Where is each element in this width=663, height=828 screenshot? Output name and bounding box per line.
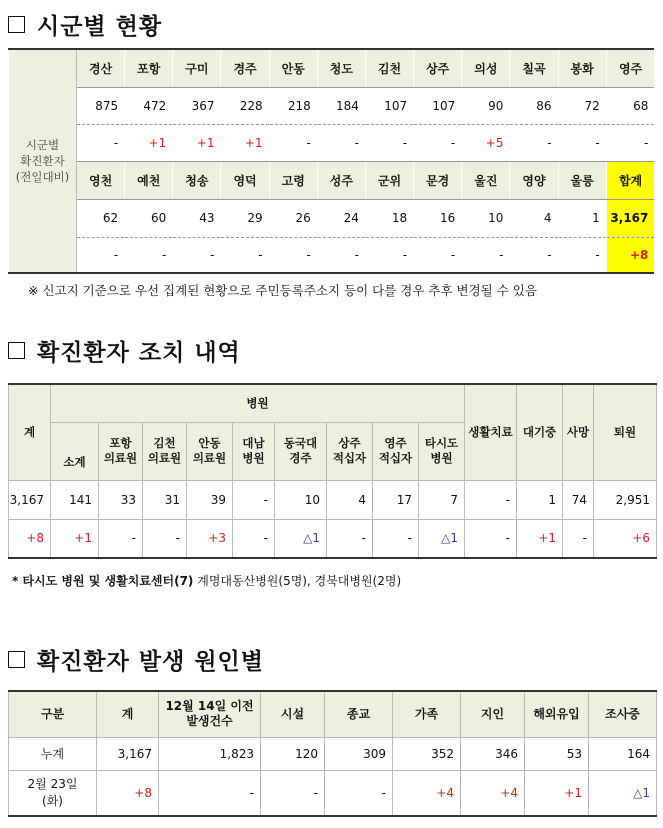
cause-value: 3,167 bbox=[97, 737, 159, 770]
region-name: 성주 bbox=[317, 161, 365, 199]
patient-measures-table bbox=[8, 383, 657, 559]
checkbox-bullet-icon bbox=[8, 342, 25, 359]
region-total: 62 bbox=[77, 199, 125, 237]
region-name: 봉화 bbox=[558, 49, 606, 87]
cause-table bbox=[8, 690, 657, 817]
header-hospital-sub: 포항 의료원 bbox=[99, 422, 143, 480]
cause-change: +4 bbox=[393, 770, 461, 816]
header-hospital-sub: 타시도 병원 bbox=[419, 422, 465, 480]
region-total: 1 bbox=[558, 199, 606, 237]
region-total: 218 bbox=[269, 87, 317, 124]
region-name: 군위 bbox=[365, 161, 413, 199]
region-total: 18 bbox=[365, 199, 413, 237]
region-name: 청송 bbox=[173, 161, 221, 199]
region-name: 문경 bbox=[414, 161, 462, 199]
region-total: 16 bbox=[414, 199, 462, 237]
cause-row-label: 누계 bbox=[9, 737, 97, 770]
region-name: 경주 bbox=[221, 49, 269, 87]
region-change: - bbox=[317, 124, 365, 161]
measure-change: - bbox=[143, 519, 187, 558]
cause-value: 1,823 bbox=[159, 737, 261, 770]
grand-total-change: +8 bbox=[606, 237, 654, 273]
measure-value: 74 bbox=[563, 480, 594, 519]
row-label-line: 시군별 bbox=[25, 138, 60, 152]
region-name: 경산 bbox=[77, 49, 125, 87]
region-name: 구미 bbox=[173, 49, 221, 87]
region-total: 43 bbox=[173, 199, 221, 237]
footnote-rest: 계명대동산병원(5명), 경북대병원(2명) bbox=[193, 574, 402, 588]
region-name: 울릉 bbox=[558, 161, 606, 199]
footnote-bold: * 타시도 병원 및 생활치료센터(7) bbox=[12, 574, 194, 588]
total-name: 합계 bbox=[606, 161, 654, 199]
region-total: 29 bbox=[221, 199, 269, 237]
measures-footnote bbox=[12, 572, 401, 589]
header-hospital-sub: 동국대 경주 bbox=[275, 422, 327, 480]
region-name: 포항 bbox=[125, 49, 173, 87]
measure-change: △1 bbox=[419, 519, 465, 558]
cause-header: 가족 bbox=[393, 691, 461, 737]
cause-value: 53 bbox=[525, 737, 589, 770]
region-total: 68 bbox=[606, 87, 654, 124]
measure-value: - bbox=[465, 480, 517, 519]
region-total: 367 bbox=[173, 87, 221, 124]
header-hospital: 병원 bbox=[51, 384, 465, 422]
region-total: 60 bbox=[125, 199, 173, 237]
region-total: 107 bbox=[414, 87, 462, 124]
measure-value: 3,167 bbox=[9, 480, 51, 519]
region-change: - bbox=[510, 237, 558, 273]
measure-change: +1 bbox=[51, 519, 99, 558]
region-change: - bbox=[269, 124, 317, 161]
measure-change: - bbox=[233, 519, 275, 558]
region-change: - bbox=[269, 237, 317, 273]
region-change: - bbox=[606, 124, 654, 161]
measure-value: - bbox=[233, 480, 275, 519]
region-total: 472 bbox=[125, 87, 173, 124]
region-change: - bbox=[77, 124, 125, 161]
measure-value: 39 bbox=[187, 480, 233, 519]
region-change: - bbox=[125, 237, 173, 273]
cause-change: +4 bbox=[461, 770, 525, 816]
region-name: 영양 bbox=[510, 161, 558, 199]
region-change: - bbox=[365, 237, 413, 273]
measure-change: - bbox=[465, 519, 517, 558]
region-total: 24 bbox=[317, 199, 365, 237]
region-name: 영주 bbox=[606, 49, 654, 87]
region-name: 김천 bbox=[365, 49, 413, 87]
measure-value: 4 bbox=[327, 480, 373, 519]
header-hospital-sub: 대남 병원 bbox=[233, 422, 275, 480]
cause-header: 구분 bbox=[9, 691, 97, 737]
cause-header: 지인 bbox=[461, 691, 525, 737]
measure-value: 10 bbox=[275, 480, 327, 519]
region-name: 안동 bbox=[269, 49, 317, 87]
header-living-treatment: 생활치료 bbox=[465, 384, 517, 480]
region-change: - bbox=[462, 237, 510, 273]
header-total: 계 bbox=[9, 384, 51, 480]
region-name: 예천 bbox=[125, 161, 173, 199]
cause-header: 종교 bbox=[325, 691, 393, 737]
region-name: 영천 bbox=[77, 161, 125, 199]
region-total: 107 bbox=[365, 87, 413, 124]
section-title-text: 확진환자 조치 내역 bbox=[37, 340, 241, 366]
region-footnote: ※ 신고지 기준으로 우선 집계된 현황으로 주민등록주소지 등이 다를 경우 추후 변경될 수 있음 bbox=[28, 283, 537, 298]
region-change: +1 bbox=[125, 124, 173, 161]
header-hospital-sub: 상주 적십자 bbox=[327, 422, 373, 480]
cause-row-label: 2월 23일 (화) bbox=[9, 770, 97, 816]
cause-change: - bbox=[261, 770, 325, 816]
region-name: 청도 bbox=[317, 49, 365, 87]
measure-change: - bbox=[99, 519, 143, 558]
region-name: 상주 bbox=[414, 49, 462, 87]
measure-value: 141 bbox=[51, 480, 99, 519]
cause-change: △1 bbox=[589, 770, 657, 816]
measure-change: - bbox=[327, 519, 373, 558]
region-change: - bbox=[414, 124, 462, 161]
measure-value: 2,951 bbox=[594, 480, 657, 519]
cause-change: - bbox=[159, 770, 261, 816]
cause-change: +1 bbox=[525, 770, 589, 816]
region-total: 90 bbox=[462, 87, 510, 124]
section-title-by-region bbox=[8, 8, 162, 41]
row-label-cell bbox=[9, 49, 77, 273]
checkbox-bullet-icon bbox=[8, 651, 25, 668]
region-name: 칠곡 bbox=[510, 49, 558, 87]
region-total: 4 bbox=[510, 199, 558, 237]
region-change: - bbox=[173, 237, 221, 273]
cause-value: 346 bbox=[461, 737, 525, 770]
cause-value: 352 bbox=[393, 737, 461, 770]
grand-total: 3,167 bbox=[606, 199, 654, 237]
region-change: - bbox=[510, 124, 558, 161]
region-name: 의성 bbox=[462, 49, 510, 87]
region-change: +1 bbox=[173, 124, 221, 161]
region-change: +1 bbox=[221, 124, 269, 161]
region-change: - bbox=[317, 237, 365, 273]
header-discharge: 퇴원 bbox=[594, 384, 657, 480]
header-death: 사망 bbox=[563, 384, 594, 480]
measure-change: +6 bbox=[594, 519, 657, 558]
measure-change: +8 bbox=[9, 519, 51, 558]
measure-value: 31 bbox=[143, 480, 187, 519]
header-waiting: 대기중 bbox=[517, 384, 563, 480]
measure-value: 1 bbox=[517, 480, 563, 519]
checkbox-bullet-icon bbox=[8, 16, 25, 33]
section-title-by-cause bbox=[8, 643, 264, 676]
cause-header: 해외유입 bbox=[525, 691, 589, 737]
region-name: 울진 bbox=[462, 161, 510, 199]
region-total: 26 bbox=[269, 199, 317, 237]
measure-change: - bbox=[563, 519, 594, 558]
row-label-line: 확진환자 bbox=[20, 154, 65, 168]
region-status-table bbox=[8, 48, 654, 274]
measure-change: +1 bbox=[517, 519, 563, 558]
region-total: 875 bbox=[77, 87, 125, 124]
measure-value: 17 bbox=[373, 480, 419, 519]
region-change: +5 bbox=[462, 124, 510, 161]
measure-change: +3 bbox=[187, 519, 233, 558]
region-change: - bbox=[221, 237, 269, 273]
cause-value: 309 bbox=[325, 737, 393, 770]
region-change: - bbox=[365, 124, 413, 161]
cause-header: 계 bbox=[97, 691, 159, 737]
header-hospital-sub: 소계 bbox=[51, 422, 99, 480]
header-hospital-sub: 김천 의료원 bbox=[143, 422, 187, 480]
header-hospital-sub: 영주 적십자 bbox=[373, 422, 419, 480]
measure-change: △1 bbox=[275, 519, 327, 558]
cause-change: +8 bbox=[97, 770, 159, 816]
region-change: - bbox=[558, 237, 606, 273]
cause-header: 12월 14일 이전 발생건수 bbox=[159, 691, 261, 737]
region-total: 86 bbox=[510, 87, 558, 124]
cause-change: - bbox=[325, 770, 393, 816]
cause-header: 시설 bbox=[261, 691, 325, 737]
section-title-text: 확진환자 발생 원인별 bbox=[37, 649, 264, 675]
region-name: 영덕 bbox=[221, 161, 269, 199]
cause-header: 조사중 bbox=[589, 691, 657, 737]
section-title-measures bbox=[8, 334, 241, 367]
cause-value: 120 bbox=[261, 737, 325, 770]
section-title-text: 시군별 현황 bbox=[37, 14, 163, 40]
cause-value: 164 bbox=[589, 737, 657, 770]
measure-change: - bbox=[373, 519, 419, 558]
region-change: - bbox=[414, 237, 462, 273]
region-total: 72 bbox=[558, 87, 606, 124]
region-total: 184 bbox=[317, 87, 365, 124]
measure-value: 7 bbox=[419, 480, 465, 519]
measure-value: 33 bbox=[99, 480, 143, 519]
row-label-line: (전일대비) bbox=[15, 170, 70, 184]
header-hospital-sub: 안동 의료원 bbox=[187, 422, 233, 480]
region-total: 10 bbox=[462, 199, 510, 237]
region-change: - bbox=[77, 237, 125, 273]
region-change: - bbox=[558, 124, 606, 161]
region-name: 고령 bbox=[269, 161, 317, 199]
region-total: 228 bbox=[221, 87, 269, 124]
